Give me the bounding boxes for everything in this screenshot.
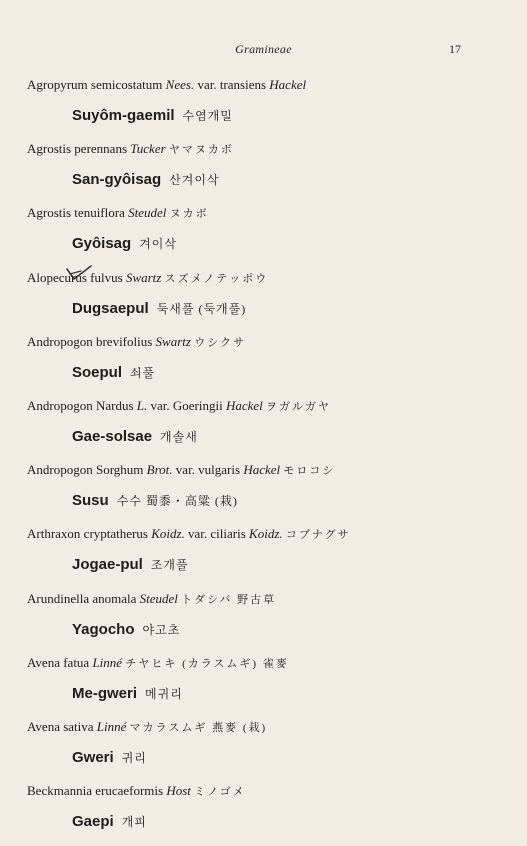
korean-hangul: 개피 bbox=[121, 815, 147, 830]
species-entry bbox=[0, 718, 527, 782]
species-entry bbox=[0, 782, 527, 846]
japanese-name: トダシバ 野古草 bbox=[181, 593, 277, 606]
japanese-name: ミノゴメ bbox=[194, 786, 246, 799]
author: L. bbox=[136, 397, 148, 413]
author: Host bbox=[166, 783, 191, 799]
japanese-name: ウシクサ bbox=[194, 336, 246, 349]
variety-author: Hackel bbox=[269, 77, 307, 92]
korean-name-line bbox=[72, 298, 246, 320]
korean-name-line bbox=[72, 490, 238, 512]
korean-hangul: 야고초 bbox=[142, 622, 181, 637]
korean-romanized: Suyôm-gaemil bbox=[72, 107, 175, 124]
variety: var. ciliaris bbox=[188, 526, 246, 542]
author: Brot. bbox=[146, 462, 173, 478]
species-entry bbox=[0, 397, 527, 461]
author: Steudel bbox=[139, 590, 178, 606]
species-entry bbox=[0, 140, 527, 204]
japanese-name: ヌカボ bbox=[169, 208, 209, 221]
korean-romanized: Gae-solsae bbox=[72, 427, 153, 445]
author: Linné bbox=[92, 654, 123, 670]
korean-romanized: Dugsaepul bbox=[72, 299, 149, 317]
species-entry bbox=[0, 654, 527, 718]
korean-name-line bbox=[72, 554, 189, 576]
korean-hangul: 메귀리 bbox=[145, 686, 183, 701]
japanese-name: コブナグサ bbox=[285, 529, 351, 542]
author: Steudel bbox=[128, 205, 167, 221]
scientific-name-line bbox=[27, 461, 335, 480]
korean-romanized: Jogae-pul bbox=[72, 556, 143, 574]
scientific-name-line bbox=[27, 590, 276, 609]
korean-name-line bbox=[72, 362, 155, 384]
korean-hangul: 둑새풀 (둑개풀) bbox=[156, 301, 247, 316]
genus-species: Andropogon Nardus bbox=[27, 397, 134, 413]
variety: var. transiens bbox=[197, 77, 267, 92]
genus-species: Beckmannia erucaeformis bbox=[27, 783, 164, 799]
scientific-name-line bbox=[27, 140, 234, 159]
korean-name-line bbox=[72, 233, 177, 255]
korean-hangul: 수염개밀 bbox=[182, 109, 233, 123]
korean-romanized: Gweri bbox=[72, 748, 114, 766]
family-title: Gramineae bbox=[235, 42, 292, 56]
korean-romanized: Me-gweri bbox=[72, 684, 138, 702]
species-entry bbox=[0, 461, 527, 525]
korean-name-line bbox=[72, 105, 233, 127]
korean-romanized: Gyôisag bbox=[72, 235, 132, 253]
korean-name-line bbox=[72, 169, 220, 191]
species-entry bbox=[0, 525, 527, 589]
page-number: 17 bbox=[449, 42, 461, 56]
scientific-name-line bbox=[27, 76, 306, 95]
korean-hangul: 조개풀 bbox=[150, 558, 189, 573]
species-list bbox=[0, 76, 527, 846]
scientific-name-line bbox=[27, 269, 268, 288]
genus-species: Arundinella anomala bbox=[27, 590, 137, 606]
korean-hangul: 개솔새 bbox=[160, 429, 198, 444]
genus-species: Arthraxon cryptatherus bbox=[27, 526, 148, 542]
korean-hangul: 귀리 bbox=[121, 750, 147, 765]
scientific-name-line bbox=[27, 204, 209, 223]
author: Linné bbox=[96, 718, 127, 734]
species-entry bbox=[0, 333, 527, 397]
genus-species: Agropyrum semicostatum bbox=[27, 77, 163, 92]
author: Koidz. bbox=[151, 526, 185, 542]
species-entry bbox=[0, 76, 527, 140]
scientific-name-line bbox=[27, 397, 331, 416]
variety: var. vulgaris bbox=[175, 462, 241, 478]
variety-author: Koidz. bbox=[249, 526, 283, 542]
japanese-name: スズメノテッポウ bbox=[164, 272, 269, 285]
variety-author: Hackel bbox=[225, 397, 263, 413]
korean-name-line bbox=[72, 747, 147, 769]
scientific-name-line bbox=[27, 333, 246, 352]
korean-romanized: Susu bbox=[72, 492, 109, 510]
korean-romanized: Soepul bbox=[72, 363, 123, 381]
korean-hangul: 쇠풀 bbox=[130, 365, 156, 380]
korean-name-line bbox=[72, 426, 198, 448]
korean-hangul: 수수 蜀黍・高粱 (栽) bbox=[116, 494, 238, 509]
scientific-name-line bbox=[27, 782, 246, 801]
korean-romanized: Yagocho bbox=[72, 620, 135, 638]
page-header bbox=[0, 42, 527, 62]
genus-species: Andropogon Sorghum bbox=[27, 462, 144, 478]
japanese-name: ヲガルガヤ bbox=[266, 400, 332, 413]
japanese-name: モロコシ bbox=[283, 465, 336, 478]
species-entry bbox=[0, 590, 527, 654]
japanese-name: ヤマヌカボ bbox=[168, 144, 234, 157]
author: Swartz bbox=[155, 333, 191, 349]
korean-name-line bbox=[72, 683, 183, 705]
author: Swartz bbox=[125, 269, 162, 285]
korean-hangul: 겨이삭 bbox=[139, 237, 177, 252]
genus-species: Alopecurus fulvus bbox=[27, 269, 123, 285]
genus-species: Andropogon brevifolius bbox=[27, 333, 153, 349]
variety: var. Goeringii bbox=[150, 397, 223, 413]
author: Tucker bbox=[130, 141, 166, 157]
variety-author: Hackel bbox=[243, 462, 281, 478]
genus-species: Agrostis perennans bbox=[27, 141, 128, 157]
scientific-name-line bbox=[27, 718, 267, 737]
korean-romanized: Gaepi bbox=[72, 813, 114, 831]
japanese-name: マカラスムギ 燕麥 (栽) bbox=[129, 721, 268, 734]
scientific-name-line bbox=[27, 654, 289, 673]
author: Nees. bbox=[165, 77, 195, 92]
species-entry bbox=[0, 204, 527, 268]
genus-species: Avena fatua bbox=[27, 654, 90, 670]
korean-name-line bbox=[72, 619, 180, 641]
genus-species: Avena sativa bbox=[27, 718, 94, 734]
species-entry bbox=[0, 269, 527, 333]
genus-species: Agrostis tenuiflora bbox=[27, 205, 125, 221]
japanese-name: チヤヒキ (カラスムギ) 雀麥 bbox=[125, 657, 289, 670]
korean-hangul: 산겨이삭 bbox=[169, 173, 220, 188]
korean-romanized: San-gyôisag bbox=[72, 171, 162, 189]
scientific-name-line bbox=[27, 525, 350, 544]
